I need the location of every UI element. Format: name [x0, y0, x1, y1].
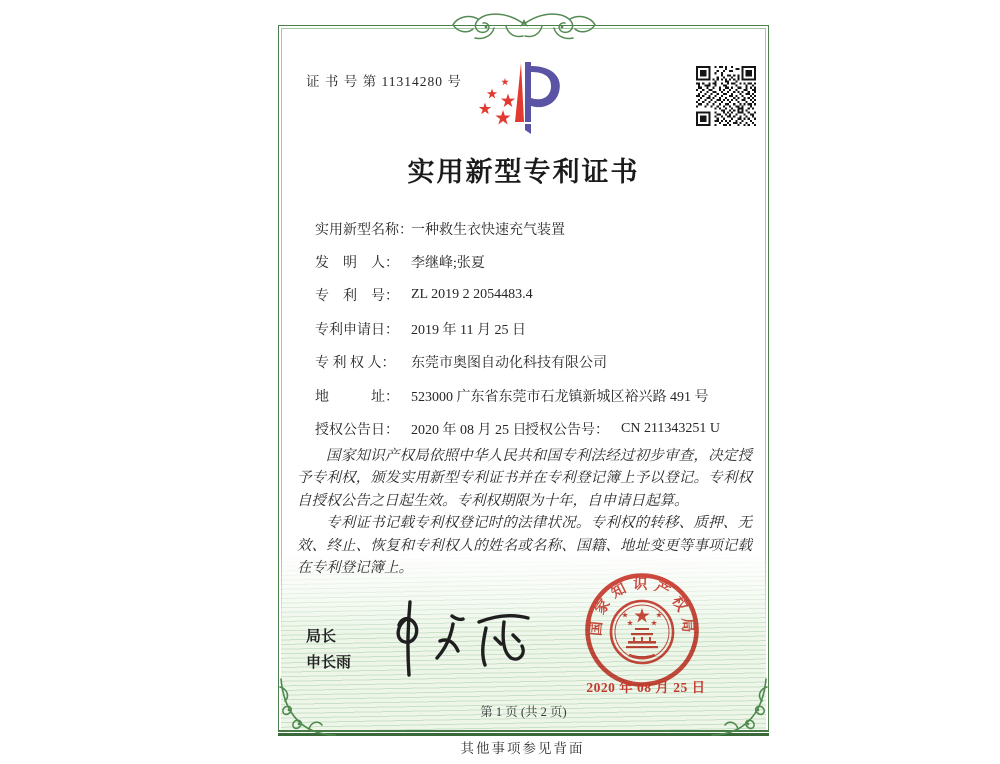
reverse-side-note: 其他事项参见背面	[460, 741, 585, 756]
border-flourish-top-icon	[434, 9, 614, 45]
certificate-number: 证 书 号 第 11314280 号	[306, 74, 462, 89]
signer-name: 申长雨	[306, 654, 352, 671]
field-label: 发 明 人：	[315, 256, 399, 272]
field-row-grant	[315, 412, 754, 445]
official-seal-icon	[580, 568, 704, 692]
qr-code	[696, 66, 756, 126]
field-label: 授权公告号：	[525, 423, 609, 439]
field-row-name	[315, 212, 754, 245]
handwritten-signature-icon	[379, 596, 549, 681]
page-number: 第 1 页 (共 2 页)	[480, 705, 567, 719]
field-value: 东莞市奥图自动化科技有限公司	[411, 356, 607, 372]
signer-title: 局长	[306, 628, 337, 645]
field-row-patentee	[315, 346, 754, 379]
field-label: 专利申请日：	[315, 322, 399, 338]
field-value: 2020 年 08 月 25 日	[411, 423, 527, 439]
field-row-patent-no	[315, 279, 754, 312]
legal-paragraph: 国家知识产权局依照中华人民共和国专利法经过初步审查，决定授予专利权，颁发实用新型专利证书并在专利登记簿上予以登记。专利权自授权公告之日起生效。专利权期限为十年，自申请日起算。	[297, 448, 752, 509]
field-value: 一种救生衣快速充气装置	[411, 222, 565, 238]
border-bottom-rule	[278, 730, 769, 736]
field-label: 专 利 权 人：	[315, 356, 396, 372]
legal-paragraph: 专利证书记载专利权登记时的法律状况。专利权的转移、质押、无效、终止、恢复和专利权人的姓名或名称、国籍、地址变更等事项记载在专利登记簿上。	[297, 515, 752, 577]
field-value: 2019 年 11 月 25 日	[411, 322, 526, 338]
field-label: 专 利 号：	[315, 289, 399, 305]
legal-text	[297, 445, 752, 579]
field-label: 实用新型名称：	[315, 222, 413, 238]
certificate-border	[278, 25, 769, 733]
certificate-fields	[315, 212, 754, 446]
field-value: 523000 广东省东莞市石龙镇新城区裕兴路 491 号	[411, 389, 709, 405]
field-value: 李继峰;张夏	[411, 256, 485, 272]
field-value: ZL 2019 2 2054483.4	[411, 287, 533, 303]
signer-block	[306, 624, 351, 676]
seal-agency-text: 国家知识产权局	[588, 576, 696, 639]
certificate-title: 实用新型专利证书	[407, 157, 640, 187]
field-row-filing-date	[315, 312, 754, 345]
seal-date: 2020 年 08 月 25 日	[586, 680, 706, 695]
field-row-inventor	[315, 245, 754, 278]
cnipa-logo-icon	[461, 56, 581, 144]
field-label: 授权公告日：	[315, 423, 399, 439]
field-label: 地 址：	[315, 389, 399, 405]
field-row-address	[315, 379, 754, 412]
field-value: CN 211343251 U	[621, 421, 721, 437]
